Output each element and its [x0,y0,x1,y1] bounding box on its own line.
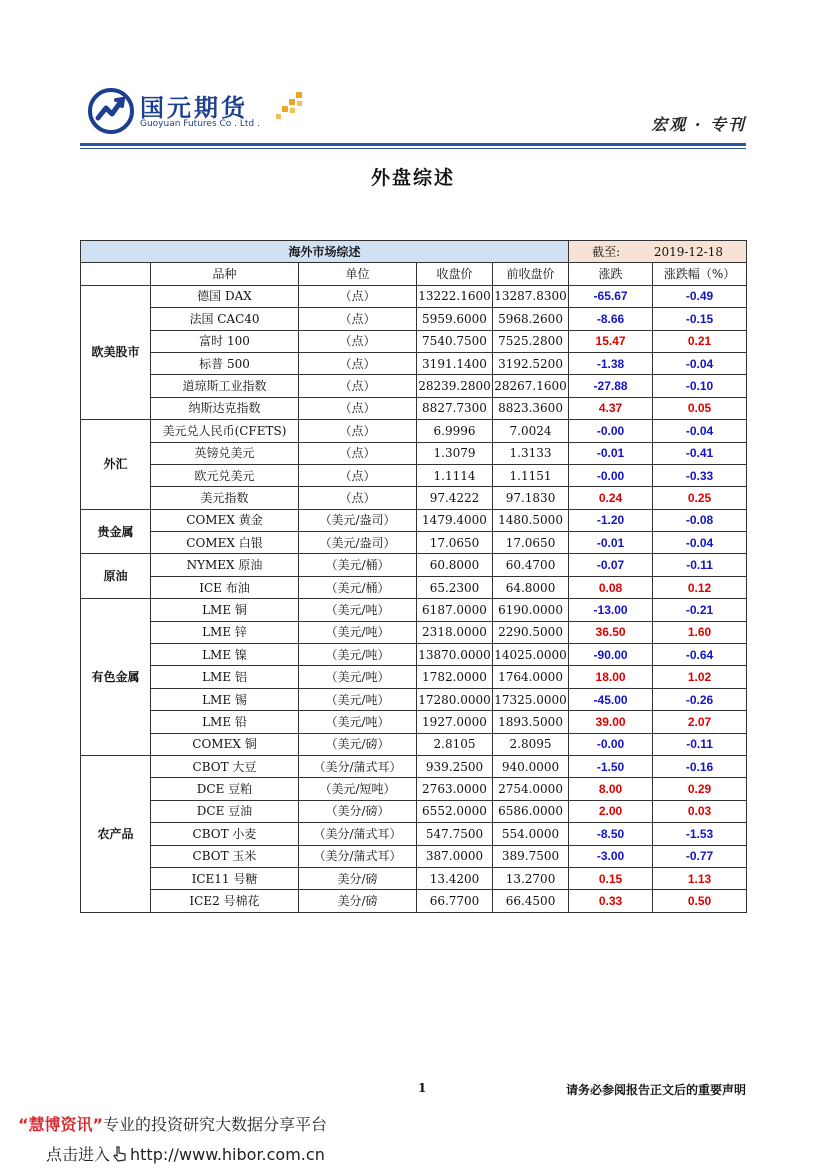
instrument-name-cell: NYMEX 原油 [151,554,299,576]
change-cell: -90.00 [569,644,653,666]
prev-close-cell: 2.8095 [493,733,569,755]
table-row [81,576,747,598]
table-row [81,778,747,800]
prev-close-cell: 1480.5000 [493,509,569,531]
unit-cell: （点） [299,308,417,330]
change-pct-cell: 0.50 [653,890,747,912]
instrument-name-cell: DCE 豆粕 [151,778,299,800]
instrument-name-cell: 道琼斯工业指数 [151,375,299,397]
close-price-cell: 5959.6000 [417,308,493,330]
category-cell: 欧美股市 [81,285,151,419]
unit-cell: （点） [299,375,417,397]
close-price-cell: 8827.7300 [417,397,493,419]
unit-cell: （点） [299,352,417,374]
close-price-cell: 939.2500 [417,755,493,777]
change-pct-cell: 2.07 [653,711,747,733]
unit-cell: （美元/盎司） [299,509,417,531]
close-price-cell: 97.4222 [417,487,493,509]
instrument-name-cell: CBOT 大豆 [151,755,299,777]
change-cell: -45.00 [569,688,653,710]
change-cell: 36.50 [569,621,653,643]
promo-link[interactable]: http://www.hibor.com.cn [130,1145,325,1164]
category-cell: 原油 [81,554,151,599]
unit-cell: （美元/盎司） [299,532,417,554]
prev-close-cell: 389.7500 [493,845,569,867]
header-rule-thick [80,143,746,146]
instrument-name-cell: 法国 CAC40 [151,308,299,330]
unit-cell: （美元/吨） [299,711,417,733]
link-prefix: 点击进入 [46,1145,111,1164]
instrument-name-cell: CBOT 小麦 [151,823,299,845]
table-row [81,890,747,912]
prev-close-cell: 5968.2600 [493,308,569,330]
promo-text: 专业的投资研究大数据分享平台 [103,1115,328,1134]
unit-cell: （点） [299,487,417,509]
unit-cell: （美分/磅） [299,800,417,822]
change-cell: -0.01 [569,442,653,464]
change-pct-cell: -0.04 [653,532,747,554]
close-price-cell: 1782.0000 [417,666,493,688]
table-row [81,688,747,710]
table-row [81,845,747,867]
change-cell: -8.66 [569,308,653,330]
prev-close-cell: 64.8000 [493,576,569,598]
table-row [81,330,747,352]
instrument-name-cell: 纳斯达克指数 [151,397,299,419]
column-header-close: 收盘价 [417,263,493,285]
close-price-cell: 387.0000 [417,845,493,867]
date-label: 截至: [592,244,621,259]
unit-cell: （美分/蒲式耳） [299,845,417,867]
close-price-cell: 13.4200 [417,867,493,889]
change-cell: 2.00 [569,800,653,822]
change-pct-cell: 0.21 [653,330,747,352]
table-row [81,375,747,397]
table-row [81,755,747,777]
table-row [81,464,747,486]
instrument-name-cell: ICE 布油 [151,576,299,598]
prev-close-cell: 13.2700 [493,867,569,889]
unit-cell: （点） [299,464,417,486]
category-cell: 外汇 [81,420,151,510]
prev-close-cell: 7525.2800 [493,330,569,352]
change-cell: 0.24 [569,487,653,509]
change-cell: 15.47 [569,330,653,352]
prev-close-cell: 1.3133 [493,442,569,464]
unit-cell: 美分/磅 [299,867,417,889]
market-summary-table [80,240,747,913]
prev-close-cell: 66.4500 [493,890,569,912]
close-price-cell: 2763.0000 [417,778,493,800]
close-price-cell: 3191.1400 [417,352,493,374]
category-cell: 农产品 [81,755,151,912]
change-pct-cell: -0.26 [653,688,747,710]
close-price-cell: 17.0650 [417,532,493,554]
change-cell: 0.15 [569,867,653,889]
table-row [81,397,747,419]
change-pct-cell: -0.04 [653,420,747,442]
close-price-cell: 1.3079 [417,442,493,464]
change-pct-cell: -0.77 [653,845,747,867]
unit-cell: （点） [299,442,417,464]
unit-cell: （美元/桶） [299,576,417,598]
change-pct-cell: 0.29 [653,778,747,800]
prev-close-cell: 13287.8300 [493,285,569,307]
instrument-name-cell: LME 铅 [151,711,299,733]
instrument-name-cell: 富时 100 [151,330,299,352]
table-row [81,823,747,845]
prev-close-cell: 6190.0000 [493,599,569,621]
change-pct-cell: 1.13 [653,867,747,889]
instrument-name-cell: 欧元兑美元 [151,464,299,486]
change-pct-cell: 0.25 [653,487,747,509]
change-pct-cell: 0.12 [653,576,747,598]
unit-cell: 美分/磅 [299,890,417,912]
change-cell: -13.00 [569,599,653,621]
change-pct-cell: -0.41 [653,442,747,464]
column-header-unit: 单位 [299,263,417,285]
change-pct-cell: -0.11 [653,733,747,755]
change-pct-cell: -0.11 [653,554,747,576]
change-pct-cell: 0.05 [653,397,747,419]
change-cell: -0.01 [569,532,653,554]
unit-cell: （美分/蒲式耳） [299,755,417,777]
change-cell: -0.07 [569,554,653,576]
logo-chinese-name: 国元期货 [140,94,248,122]
close-price-cell: 13870.0000 [417,644,493,666]
prev-close-cell: 60.4700 [493,554,569,576]
instrument-name-cell: ICE2 号棉花 [151,890,299,912]
instrument-name-cell: 美元指数 [151,487,299,509]
table-row [81,666,747,688]
table-row [81,308,747,330]
instrument-name-cell: LME 锌 [151,621,299,643]
change-pct-cell: -0.64 [653,644,747,666]
close-price-cell: 60.8000 [417,554,493,576]
unit-cell: （点） [299,420,417,442]
report-series-tag: 宏观 · 专刊 [651,115,746,134]
instrument-name-cell: LME 镍 [151,644,299,666]
change-cell: -3.00 [569,845,653,867]
change-cell: 0.08 [569,576,653,598]
prev-close-cell: 17325.0000 [493,688,569,710]
close-price-cell: 1.1114 [417,464,493,486]
table-row [81,487,747,509]
close-price-cell: 7540.7500 [417,330,493,352]
table-title: 海外市场综述 [81,241,569,263]
instrument-name-cell: LME 铝 [151,666,299,688]
instrument-name-cell: 英镑兑美元 [151,442,299,464]
page-title: 外盘综述 [370,167,455,189]
prev-close-cell: 2754.0000 [493,778,569,800]
instrument-name-cell: DCE 豆油 [151,800,299,822]
close-price-cell: 2.8105 [417,733,493,755]
unit-cell: （美分/蒲式耳） [299,823,417,845]
column-header-category [81,263,151,285]
close-price-cell: 6187.0000 [417,599,493,621]
change-pct-cell: -0.04 [653,352,747,374]
table-row [81,509,747,531]
promo-link-line[interactable] [46,1142,325,1165]
prev-close-cell: 2290.5000 [493,621,569,643]
prev-close-cell: 1764.0000 [493,666,569,688]
change-pct-cell: -0.08 [653,509,747,531]
change-cell: -27.88 [569,375,653,397]
logo-english-name: Guoyuan Futures Co . Ltd . [140,119,260,129]
change-pct-cell: 1.02 [653,666,747,688]
promo-line [18,1112,327,1135]
unit-cell: （点） [299,397,417,419]
instrument-name-cell: ICE11 号糖 [151,867,299,889]
instrument-name-cell: 标普 500 [151,352,299,374]
prev-close-cell: 1.1151 [493,464,569,486]
instrument-name-cell: COMEX 黄金 [151,509,299,531]
column-header-row [81,263,747,285]
unit-cell: （美元/磅） [299,733,417,755]
close-price-cell: 17280.0000 [417,688,493,710]
company-logo [88,86,328,134]
column-header-name: 品种 [151,263,299,285]
instrument-name-cell: 美元兑人民币(CFETS) [151,420,299,442]
date-value: 2019-12-18 [653,244,723,259]
instrument-name-cell: COMEX 白银 [151,532,299,554]
change-pct-cell: 0.03 [653,800,747,822]
prev-close-cell: 6586.0000 [493,800,569,822]
unit-cell: （点） [299,285,417,307]
promo-quote-close: ” [92,1115,104,1134]
header-rule-thin [80,148,746,149]
change-cell: -0.00 [569,733,653,755]
unit-cell: （美元/吨） [299,666,417,688]
instrument-name-cell: LME 铜 [151,599,299,621]
column-header-prev-close: 前收盘价 [493,263,569,285]
close-price-cell: 65.2300 [417,576,493,598]
close-price-cell: 13222.1600 [417,285,493,307]
table-row [81,442,747,464]
close-price-cell: 1479.4000 [417,509,493,531]
change-pct-cell: -0.49 [653,285,747,307]
change-pct-cell: -0.10 [653,375,747,397]
change-cell: 39.00 [569,711,653,733]
close-price-cell: 547.7500 [417,823,493,845]
table-row [81,352,747,374]
prev-close-cell: 28267.1600 [493,375,569,397]
instrument-name-cell: LME 锡 [151,688,299,710]
change-pct-cell: -0.16 [653,755,747,777]
prev-close-cell: 1893.5000 [493,711,569,733]
table-row [81,420,747,442]
close-price-cell: 6552.0000 [417,800,493,822]
change-cell: -1.50 [569,755,653,777]
close-price-cell: 66.7700 [417,890,493,912]
guoyuan-logo-icon [88,88,134,134]
change-cell: -0.00 [569,420,653,442]
change-pct-cell: -1.53 [653,823,747,845]
instrument-name-cell: COMEX 铜 [151,733,299,755]
prev-close-cell: 940.0000 [493,755,569,777]
table-row [81,800,747,822]
category-cell: 有色金属 [81,599,151,756]
change-cell: 4.37 [569,397,653,419]
table-row [81,711,747,733]
column-header-change: 涨跌 [569,263,653,285]
change-pct-cell: -0.15 [653,308,747,330]
change-cell: 18.00 [569,666,653,688]
close-price-cell: 28239.2800 [417,375,493,397]
table-row [81,621,747,643]
change-cell: -0.00 [569,464,653,486]
table-row [81,285,747,307]
unit-cell: （美元/桶） [299,554,417,576]
unit-cell: （美元/吨） [299,688,417,710]
change-cell: -1.20 [569,509,653,531]
disclaimer-text: 请务必参阅报告正文后的重要声明 [565,1083,746,1097]
change-cell: 0.33 [569,890,653,912]
page-number: 1 [418,1081,427,1095]
close-price-cell: 2318.0000 [417,621,493,643]
promo-quote-open: “ [18,1115,29,1134]
prev-close-cell: 3192.5200 [493,352,569,374]
table-row [81,867,747,889]
instrument-name-cell: 德国 DAX [151,285,299,307]
table-row [81,532,747,554]
change-cell: -1.38 [569,352,653,374]
table-row [81,733,747,755]
change-cell: -8.50 [569,823,653,845]
change-pct-cell: -0.21 [653,599,747,621]
change-pct-cell: -0.33 [653,464,747,486]
prev-close-cell: 17.0650 [493,532,569,554]
promo-brand: 慧博资讯 [28,1115,93,1134]
change-pct-cell: 1.60 [653,621,747,643]
logo-dots-icon [276,92,306,122]
unit-cell: （美元/吨） [299,644,417,666]
change-cell: 8.00 [569,778,653,800]
unit-cell: （美元/短吨） [299,778,417,800]
close-price-cell: 6.9996 [417,420,493,442]
table-row [81,599,747,621]
unit-cell: （点） [299,330,417,352]
table-row [81,554,747,576]
pointer-hand-icon [112,1146,128,1162]
column-header-change-pct: 涨跌幅（%） [653,263,747,285]
prev-close-cell: 14025.0000 [493,644,569,666]
change-cell: -65.67 [569,285,653,307]
table-date-cell [569,241,747,263]
prev-close-cell: 8823.3600 [493,397,569,419]
close-price-cell: 1927.0000 [417,711,493,733]
unit-cell: （美元/吨） [299,599,417,621]
category-cell: 贵金属 [81,509,151,554]
table-row [81,644,747,666]
instrument-name-cell: CBOT 玉米 [151,845,299,867]
unit-cell: （美元/吨） [299,621,417,643]
prev-close-cell: 7.0024 [493,420,569,442]
prev-close-cell: 97.1830 [493,487,569,509]
prev-close-cell: 554.0000 [493,823,569,845]
